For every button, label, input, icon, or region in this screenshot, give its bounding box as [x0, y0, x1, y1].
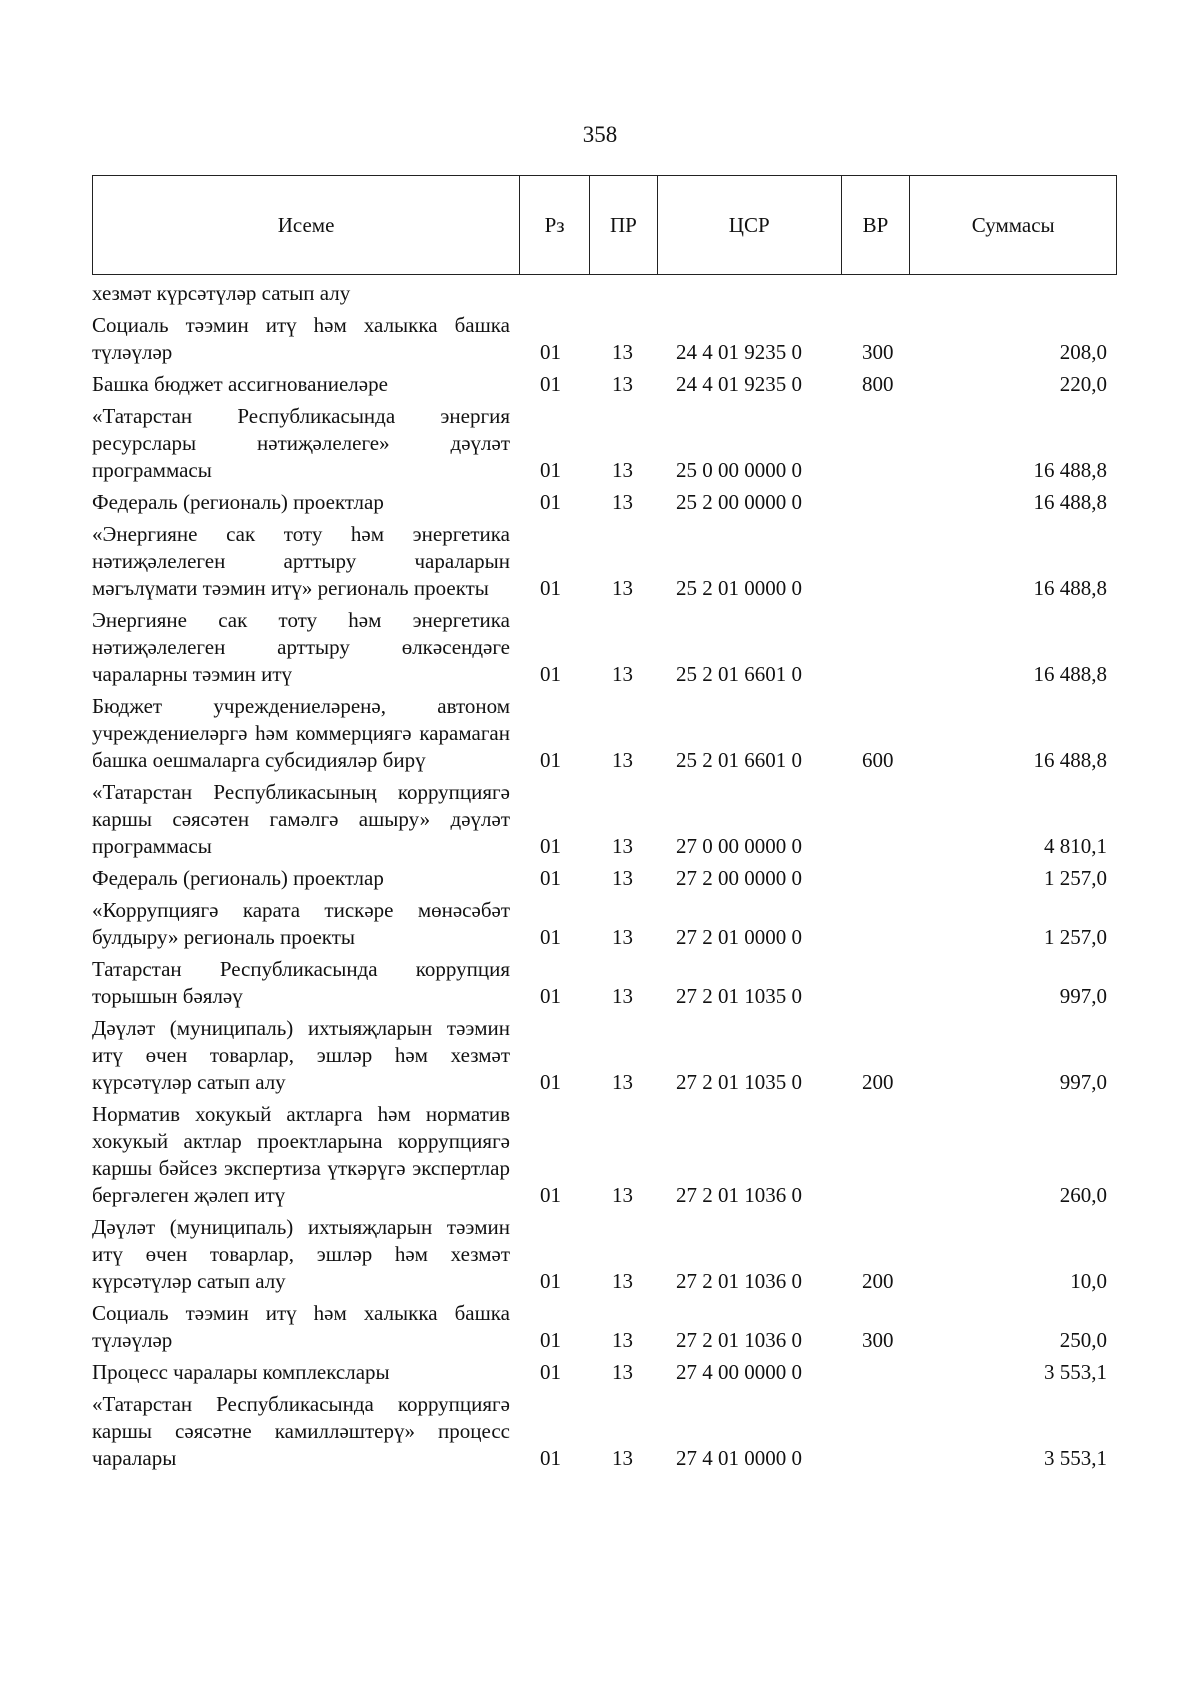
- cell-pr: 13: [612, 1183, 633, 1207]
- cell-csr: 27 2 01 1035 0: [676, 984, 802, 1008]
- cell-rz: 01: [540, 748, 561, 772]
- table-row: [92, 403, 1117, 484]
- cell-sum: 250,0: [1059, 1328, 1107, 1352]
- header-pr: ПР: [590, 176, 658, 274]
- cell-sum: 16 488,8: [1033, 490, 1107, 514]
- cell-rz: 01: [540, 1070, 561, 1094]
- cell-vr: 200: [862, 1070, 894, 1094]
- cell-csr: 25 2 01 6601 0: [676, 662, 802, 686]
- cell-name: Процесс чаралары комплекслары: [92, 1360, 390, 1384]
- cell-pr: 13: [612, 866, 633, 890]
- cell-rz: 01: [540, 490, 561, 514]
- cell-pr: 13: [612, 490, 633, 514]
- cell-sum: 1 257,0: [1044, 925, 1107, 949]
- cell-sum: 16 488,8: [1033, 458, 1107, 482]
- table-row: [92, 1214, 1117, 1295]
- cell-csr: 27 2 00 0000 0: [676, 866, 802, 890]
- cell-sum: 16 488,8: [1033, 662, 1107, 686]
- cell-name: Дәүләт (муниципаль) ихтыяҗларын тәэмин итү өчен товарлар, эшләр һәм хезмәт күрсәтүләр сатып алу: [92, 1016, 510, 1094]
- cell-rz: 01: [540, 925, 561, 949]
- cell-pr: 13: [612, 576, 633, 600]
- cell-sum: 4 810,1: [1044, 834, 1107, 858]
- cell-sum: 997,0: [1059, 984, 1107, 1008]
- header-rz: Рз: [520, 176, 590, 274]
- cell-rz: 01: [540, 1269, 561, 1293]
- cell-csr: 25 0 00 0000 0: [676, 458, 802, 482]
- cell-name: Социаль тәэмин итү һәм халыкка башка түләүләр: [92, 1301, 510, 1352]
- cell-name: Дәүләт (муниципаль) ихтыяҗларын тәэмин итү өчен товарлар, эшләр һәм хезмәт күрсәтүләр сатып алу: [92, 1215, 510, 1293]
- cell-rz: 01: [540, 372, 561, 396]
- cell-pr: 13: [612, 340, 633, 364]
- cell-pr: 13: [612, 1070, 633, 1094]
- cell-name: Башка бюджет ассигнованиеләре: [92, 372, 388, 396]
- cell-name: Федераль (региональ) проектлар: [92, 490, 384, 514]
- cell-rz: 01: [540, 1446, 561, 1470]
- cell-pr: 13: [612, 1269, 633, 1293]
- table-row: [92, 693, 1117, 774]
- cell-pr: 13: [612, 984, 633, 1008]
- header-sum: Суммасы: [971, 212, 1055, 237]
- table-body: [92, 280, 1117, 1477]
- table-row: [92, 897, 1117, 951]
- cell-name: Федераль (региональ) проектлар: [92, 866, 384, 890]
- table-row: [92, 956, 1117, 1010]
- cell-pr: 13: [612, 1360, 633, 1384]
- table-row: [92, 521, 1117, 602]
- cell-sum: 997,0: [1059, 1070, 1107, 1094]
- cell-csr: 27 2 01 1036 0: [676, 1328, 802, 1352]
- table-row: [92, 312, 1117, 366]
- table-row: [92, 280, 1117, 307]
- cell-name: Энергияне сак тоту һәм энергетика нәтиҗәлелеген арттыру өлкәсендәге чараларны тәэмин итү: [92, 608, 510, 686]
- header-vr: ВР: [842, 176, 911, 274]
- cell-csr: 25 2 01 6601 0: [676, 748, 802, 772]
- cell-rz: 01: [540, 1328, 561, 1352]
- cell-sum: 220,0: [1059, 372, 1107, 396]
- cell-pr: 13: [612, 834, 633, 858]
- cell-csr: 27 2 01 1036 0: [676, 1269, 802, 1293]
- cell-name: хезмәт күрсәтүләр сатып алу: [92, 281, 351, 305]
- cell-name: «Коррупциягә карата тискәре мөнәсәбәт булдыру» региональ проекты: [92, 898, 510, 949]
- cell-rz: 01: [540, 662, 561, 686]
- table-row: [92, 1300, 1117, 1354]
- cell-name: «Энергияне сак тоту һәм энергетика нәтиҗәлелеген арттыру чараларын мәгълүмати тәэмин итү» региональ проекты: [92, 522, 510, 600]
- cell-sum: 260,0: [1059, 1183, 1107, 1207]
- cell-csr: 27 4 00 0000 0: [676, 1360, 802, 1384]
- table-row: [92, 1101, 1117, 1209]
- cell-sum: 3 553,1: [1044, 1446, 1107, 1470]
- cell-name: «Татарстан Республикасында коррупциягә каршы сәясәтне камилләштерү» процесс чаралары: [92, 1392, 510, 1470]
- cell-rz: 01: [540, 458, 561, 482]
- cell-sum: 16 488,8: [1033, 576, 1107, 600]
- table-row: [92, 607, 1117, 688]
- cell-vr: 300: [862, 340, 894, 364]
- cell-pr: 13: [612, 372, 633, 396]
- cell-rz: 01: [540, 984, 561, 1008]
- cell-csr: 27 2 01 1036 0: [676, 1183, 802, 1207]
- cell-csr: 27 0 00 0000 0: [676, 834, 802, 858]
- cell-name: «Татарстан Республикасының коррупциягә каршы сәясәтен гамәлгә ашыру» дәүләт программасы: [92, 780, 510, 858]
- cell-csr: 27 2 01 1035 0: [676, 1070, 802, 1094]
- cell-pr: 13: [612, 1328, 633, 1352]
- cell-pr: 13: [612, 748, 633, 772]
- cell-sum: 3 553,1: [1044, 1360, 1107, 1384]
- cell-vr: 600: [862, 748, 894, 772]
- cell-pr: 13: [612, 662, 633, 686]
- cell-vr: 200: [862, 1269, 894, 1293]
- table-row: [92, 865, 1117, 892]
- table-header: [92, 175, 1117, 275]
- cell-vr: 300: [862, 1328, 894, 1352]
- cell-rz: 01: [540, 1183, 561, 1207]
- cell-sum: 208,0: [1059, 340, 1107, 364]
- table-row: [92, 489, 1117, 516]
- cell-pr: 13: [612, 1446, 633, 1470]
- cell-rz: 01: [540, 340, 561, 364]
- cell-name: Социаль тәэмин итү һәм халыкка башка түләүләр: [92, 313, 510, 364]
- cell-pr: 13: [612, 458, 633, 482]
- cell-csr: 27 4 01 0000 0: [676, 1446, 802, 1470]
- table-row: [92, 371, 1117, 398]
- cell-sum: 16 488,8: [1033, 748, 1107, 772]
- header-name: Исеме: [93, 176, 520, 274]
- cell-rz: 01: [540, 834, 561, 858]
- cell-name: «Татарстан Республикасында энергия ресурслары нәтиҗәлелеге» дәүләт программасы: [92, 404, 510, 482]
- table-row: [92, 1015, 1117, 1096]
- cell-rz: 01: [540, 1360, 561, 1384]
- cell-csr: 25 2 00 0000 0: [676, 490, 802, 514]
- page-number: 358: [582, 122, 618, 147]
- cell-vr: 800: [862, 372, 894, 396]
- table-row: [92, 1391, 1117, 1472]
- header-csr: ЦСР: [658, 176, 842, 274]
- table-row: [92, 1359, 1117, 1386]
- cell-csr: 25 2 01 0000 0: [676, 576, 802, 600]
- budget-table: [92, 175, 1117, 1477]
- table-row: [92, 779, 1117, 860]
- cell-sum: 10,0: [1070, 1269, 1107, 1293]
- cell-csr: 24 4 01 9235 0: [676, 372, 802, 396]
- cell-name: Татарстан Республикасында коррупция торышын бәяләү: [92, 957, 510, 1008]
- cell-rz: 01: [540, 866, 561, 890]
- cell-csr: 24 4 01 9235 0: [676, 340, 802, 364]
- cell-rz: 01: [540, 576, 561, 600]
- cell-name: Норматив хокукый актларга һәм норматив хокукый актлар проектларына коррупциягә каршы бәйсез экспертиза үткәрүгә экспертлар бергәлеген җәлеп итү: [92, 1102, 510, 1207]
- cell-name: Бюджет учреждениеләренә, автоном учреждениеләргә һәм коммерциягә карамаган башка оешмаларга субсидияләр бирү: [92, 694, 510, 772]
- cell-pr: 13: [612, 925, 633, 949]
- cell-csr: 27 2 01 0000 0: [676, 925, 802, 949]
- cell-sum: 1 257,0: [1044, 866, 1107, 890]
